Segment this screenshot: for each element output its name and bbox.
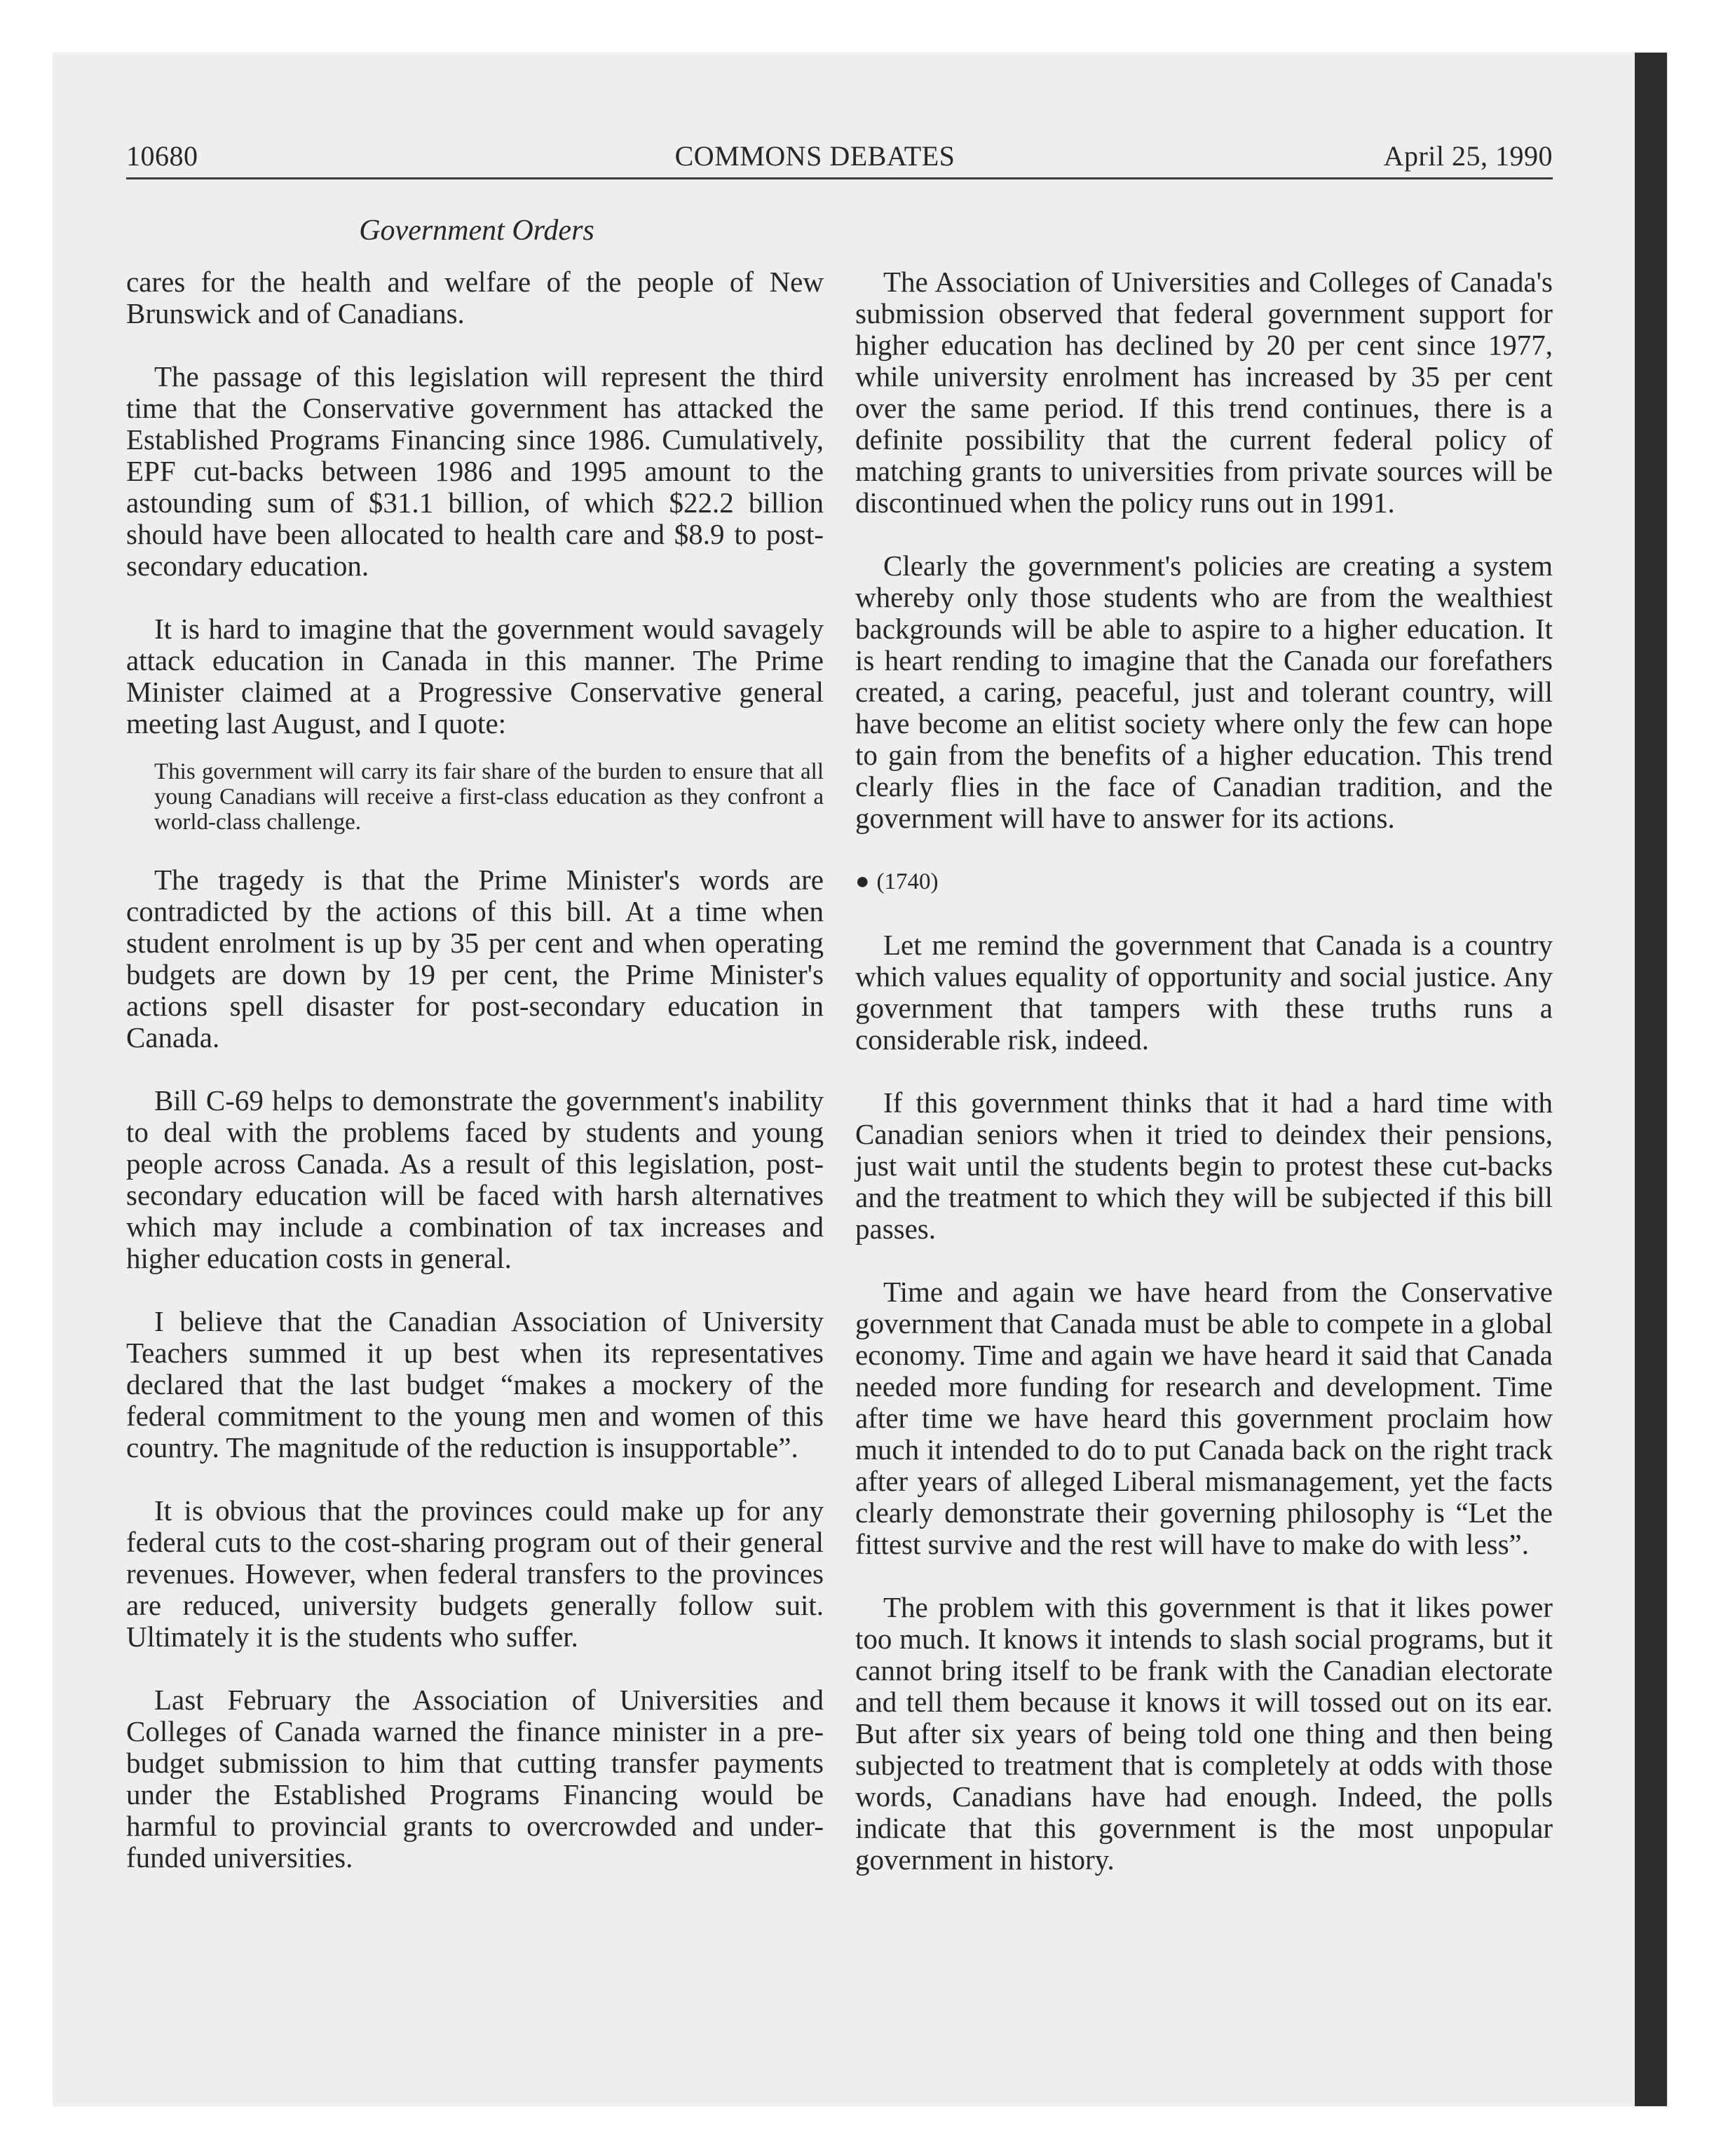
left-column — [126, 266, 824, 1874]
header-rule — [126, 177, 1553, 179]
paragraph: It is hard to imagine that the government would savagely attack education in Canada in this manner. The Prime Minister claimed at a Progressive Conservative general meeting last August, and I quote: — [126, 613, 824, 739]
bullet-icon: ● — [855, 868, 870, 894]
paragraph: cares for the health and welfare of the people of New Brunswick and of Canadians. — [126, 266, 824, 329]
publication-title-text: COMMONS DEBATES — [674, 140, 955, 172]
time-marker — [855, 866, 1553, 898]
paragraph: The tragedy is that the Prime Minister's words are contradicted by the actions of this bill. At a time when student enrolment is up by 35 per cent and when operating budgets are down by 19 per cent, the Prime Minister's actions spell disaster for post-secondary education in Canada. — [126, 864, 824, 1053]
paragraph: The problem with this government is that it likes power too much. It knows it intends to slash social programs, but it cannot bring itself to be frank with the Canadian electorate and tell them because it knows it will tossed out on its ear. But after six years of being told one thing and then being subjected to treatment that is completely at odds with those words, Canadians have had enough. Indeed, the polls indicate that this government is the most unpopular government in history. — [855, 1591, 1553, 1876]
paragraph: Let me remind the government that Canada is a country which values equality of opportunity and social justice. Any government that tampers with these truths runs a considerable risk, indeed. — [855, 929, 1553, 1056]
paragraph: Clearly the government's policies are creating a system whereby only those students who are from the wealthiest backgrounds will be able to aspire to a higher education. It is heart rending to imagine that the Canada our forefathers created, a caring, peaceful, just and tolerant country, will have become an elitist society where only the few can hope to gain from the benefits of a higher education. This trend clearly flies in the face of Canadian tradition, and the government will have to answer for its actions. — [855, 550, 1553, 834]
page-number: 10680 — [126, 140, 198, 172]
time-marker-text: (1740) — [876, 869, 939, 894]
section-label: Government Orders — [359, 214, 594, 247]
issue-date: April 25, 1990 — [1383, 140, 1553, 172]
right-column — [855, 266, 1553, 1876]
paragraph: Bill C-69 helps to demonstrate the government's inability to deal with the problems faced by students and young people across Canada. As a result of this legislation, post-secondary education will be faced with harsh alternatives which may include a combination of tax increases and higher education costs in general. — [126, 1084, 824, 1274]
paragraph: I believe that the Canadian Association of University Teachers summed it up best when its representatives declared that the last budget “makes a mockery of the federal commitment to the young men and women of this country. The magnitude of the reduction is insupportable”. — [126, 1305, 824, 1464]
block-quote: This government will carry its fair share of the burden to ensure that all young Canadians will receive a first-class education as they confront a world-class challenge. — [154, 759, 824, 835]
paragraph: The Association of Universities and Colleges of Canada's submission observed that federal government support for higher education has declined by 20 per cent since 1977, while university enrolment has increased by 35 per cent over the same period. If this trend continues, there is a definite possibility that the current federal policy of matching grants to universities from private sources will be discontinued when the policy runs out in 1991. — [855, 266, 1553, 519]
scan-edge-bar — [1635, 53, 1667, 2106]
paragraph: It is obvious that the provinces could make up for any federal cuts to the cost-sharing program out of their general revenues. However, when federal transfers to the provinces are reduced, university budgets generally follow suit. Ultimately it is the students who suffer. — [126, 1494, 824, 1653]
paragraph: The passage of this legislation will represent the third time that the Conservative government has attacked the Established Programs Financing since 1986. Cumulatively, EPF cut-backs between 1986 and 1995 amount to the astounding sum of $31.1 billion, of which $22.2 billion should have been allocated to health care and $8.9 to post-secondary education. — [126, 360, 824, 582]
paragraph: Last February the Association of Universities and Colleges of Canada warned the finance minister in a pre-budget submission to him that cutting transfer payments under the Established Programs Financing would be harmful to provincial grants to overcrowded and under-funded universities. — [126, 1684, 824, 1874]
paragraph: Time and again we have heard from the Conservative government that Canada must be able to compete in a global economy. Time and again we have heard it said that Canada needed more funding for research and development. Time after time we have heard this government proclaim how much it intended to do to put Canada back on the right track after years of alleged Liberal mismanagement, yet the facts clearly demonstrate their governing philosophy is “Let the fittest survive and the rest will have to make do with less”. — [855, 1276, 1553, 1560]
paragraph: If this government thinks that it had a hard time with Canadian seniors when it tried to deindex their pensions, just wait until the students begin to protest these cut-backs and the treatment to which they will be subjected if this bill passes. — [855, 1086, 1553, 1245]
